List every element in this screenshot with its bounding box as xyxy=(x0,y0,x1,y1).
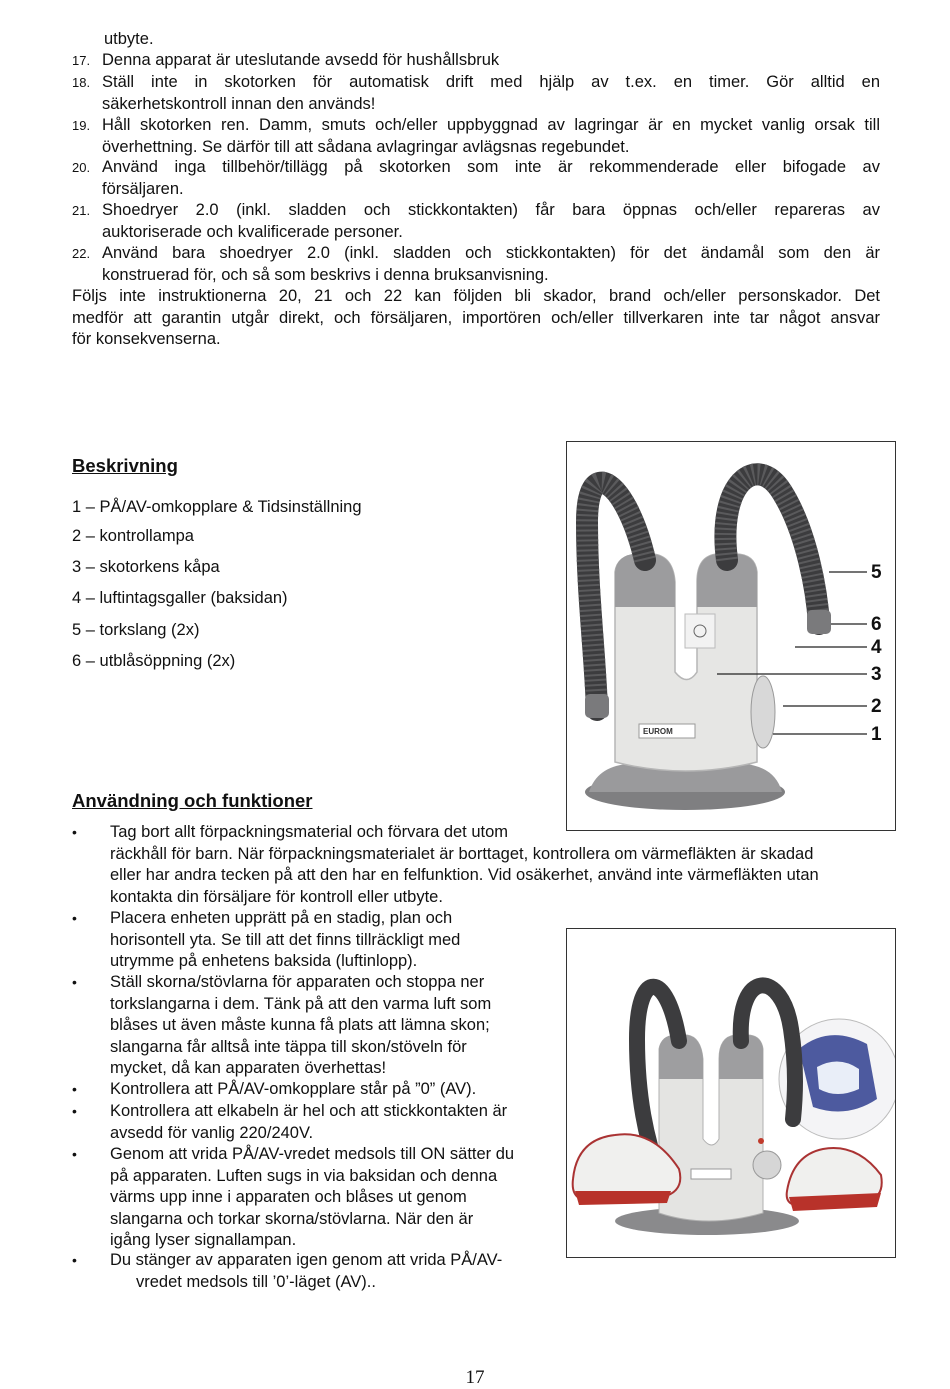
part-item: 6 – utblåsöppning (2x) xyxy=(72,652,236,670)
item-text-continued: säkerhetskontroll innan den används! xyxy=(102,94,376,113)
usage-heading: Användning och funktioner xyxy=(72,790,313,811)
callout-4: 4 xyxy=(871,637,882,658)
item-number: 17. xyxy=(72,53,91,68)
callout-6: 6 xyxy=(871,614,882,635)
bullet-line: räckhåll för barn. När förpackningsmaterialet är borttaget, kontrollera om värmefläkten är skadad xyxy=(110,844,814,863)
bullet-dot: • xyxy=(72,1081,77,1097)
bullet-line: Placera enheten upprätt på en stadig, plan och xyxy=(110,909,453,927)
intro-fragment: utbyte. xyxy=(104,30,154,48)
part-item: 4 – luftintagsgaller (baksidan) xyxy=(72,589,288,607)
bullet-dot: • xyxy=(72,824,77,840)
bullet-line: värms upp inne i apparaten och blåses ut genom xyxy=(110,1188,467,1206)
callout-3: 3 xyxy=(871,664,882,685)
bullet-line: torkslangarna i dem. Tänk på att den varma luft som xyxy=(110,994,492,1013)
timer-dial xyxy=(751,676,775,748)
outlet-left xyxy=(585,694,609,718)
bullet-dot: • xyxy=(72,1103,77,1119)
usage-bullet xyxy=(72,1144,880,1252)
warning-line: medför att garantin utgår direkt, och försäljaren, importören och/eller tillverkaren inte tar något ansvar xyxy=(72,308,880,327)
usage-bullet xyxy=(72,1101,880,1144)
product-diagram xyxy=(567,442,895,830)
safety-item xyxy=(72,72,880,115)
bullet-dot: • xyxy=(72,1252,77,1268)
bullet-line: igång lyser signallampan. xyxy=(110,1231,297,1249)
item-text: Håll skotorken ren. Damm, smuts och/eller uppbyggnad av lagringar är en mycket vanlig orsak till xyxy=(102,116,880,134)
outlet-right xyxy=(807,610,831,634)
bullet-line: Genom att vrida PÅ/AV-vredet medsols till ON sätter du xyxy=(110,1145,515,1163)
usage-bullet xyxy=(72,1079,880,1101)
usage-bullet xyxy=(72,908,880,973)
item-number: 21. xyxy=(72,203,91,218)
bullet-line: Ställ skorna/stövlarna för apparaten och stoppa ner xyxy=(110,973,485,991)
bullet-line: slangarna får alltså inte täppa till skon/stöveln för xyxy=(110,1037,467,1056)
bullet-line: vredet medsols till ’0’-läget (AV).. xyxy=(136,1272,376,1291)
bullet-line: Du stänger av apparaten igen genom att vrida PÅ/AV- xyxy=(110,1251,503,1269)
bullet-line: eller har andra tecken på att den har en felfunktion. Vid osäkerhet, använd inte värmefläkten utan xyxy=(110,866,819,884)
part-item: 5 – torkslang (2x) xyxy=(72,621,200,639)
bullet-line: slangarna och torkar skorna/stövlarna. När den är xyxy=(110,1209,474,1228)
item-text-continued: försäljaren. xyxy=(102,179,184,198)
warning-line: Följs inte instruktionerna 20, 21 och 22 kan följden bli skador, brand och/eller personskador. Det xyxy=(72,287,880,305)
item-text: Använd inga tillbehör/tillägg på skotorken som inte är rekommenderade eller bifogade av xyxy=(102,158,880,176)
item-text: Ställ inte in skotorken för automatisk drift med hjälp av t.ex. en timer. Gör alltid en xyxy=(102,73,880,91)
part-item: 3 – skotorkens kåpa xyxy=(72,558,220,576)
item-text: Använd bara shoedryer 2.0 (inkl. sladden och stickkontakten) för det ändamål som den är xyxy=(102,244,880,262)
bullet-dot: • xyxy=(72,910,77,926)
bullet-line: Kontrollera att PÅ/AV-omkopplare står på ”0” (AV). xyxy=(110,1080,477,1098)
safety-item xyxy=(72,243,880,286)
item-text: Shoedryer 2.0 (inkl. sladden och stickkontakten) får bara öppnas och/eller repareras av xyxy=(102,201,880,219)
description-heading: Beskrivning xyxy=(72,455,178,476)
item-text-continued: konstruerad för, och så som beskrivs i denna bruksanvisning. xyxy=(102,265,549,284)
usage-bullet xyxy=(72,1250,880,1293)
page-number: 17 xyxy=(465,1367,485,1388)
bullet-line: kontakta din försäljare för kontroll eller utbyte. xyxy=(110,887,443,906)
bullet-line: på apparaten. Luften sugs in via baksidan och denna xyxy=(110,1166,498,1185)
warning-line: för konsekvenserna. xyxy=(72,330,221,348)
callout-5: 5 xyxy=(871,562,882,583)
bullet-line: mycket, då kan apparaten överhettas! xyxy=(110,1059,387,1077)
item-text-continued: överhettning. Se därför till att sådana avlagringar avlägsnas regebundet. xyxy=(102,137,630,156)
bullet-line: utrymme på enhetens baksida (luftinlopp). xyxy=(110,952,418,970)
bullet-dot: • xyxy=(72,974,77,990)
usage-bullet xyxy=(72,822,880,908)
callout-1: 1 xyxy=(871,724,882,745)
bullet-line: blåses ut även måste kunna få plats att lämna skon; xyxy=(110,1016,490,1034)
usage-bullet xyxy=(72,972,880,1080)
part-item: 2 – kontrollampa xyxy=(72,527,194,545)
bullet-dot: • xyxy=(72,1146,77,1162)
bullet-line: Kontrollera att elkabeln är hel och att stickkontakten är xyxy=(110,1102,508,1120)
item-number: 19. xyxy=(72,118,91,133)
safety-item xyxy=(72,157,880,200)
safety-item xyxy=(72,50,880,72)
safety-item xyxy=(72,115,880,158)
item-text-continued: auktoriserade och kvalificerade personer. xyxy=(102,222,403,241)
part-item: 1 – PÅ/AV-omkopplare & Tidsinställning xyxy=(72,498,362,516)
item-number: 22. xyxy=(72,246,91,261)
item-number: 18. xyxy=(72,75,91,90)
item-text: Denna apparat är uteslutande avsedd för hushållsbruk xyxy=(102,51,500,69)
safety-item xyxy=(72,200,880,243)
item-number: 20. xyxy=(72,160,91,175)
callout-2: 2 xyxy=(871,696,882,717)
bullet-line: avsedd för vanlig 220/240V. xyxy=(110,1123,314,1142)
warning-paragraph xyxy=(72,286,880,351)
product-diagram-frame xyxy=(566,441,896,831)
bullet-line: horisontell yta. Se till att det finns tillräckligt med xyxy=(110,930,461,949)
brand-label: EUROM xyxy=(643,727,673,736)
bullet-line: Tag bort allt förpackningsmaterial och förvara det utom xyxy=(110,823,509,841)
